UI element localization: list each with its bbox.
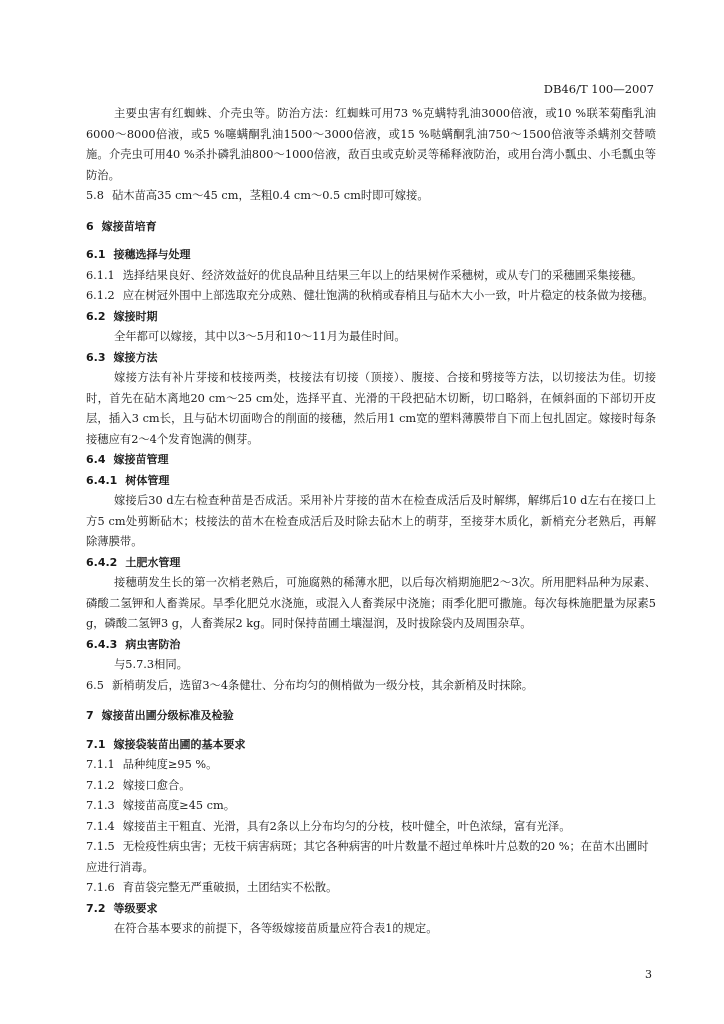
paragraph: 嫁接后30 d左右检查种苗是否成活。采用补片芽接的苗木在检查成活后及时解绑，解绑后10 d左右在接口上方5 cm处剪断砧木；枝接法的苗木在检查成活后及时除去砧木上的萌芽，至接芽木质化，新梢充分老熟后，再解除薄膜带。 [86,494,656,548]
clause-number: 7.1.3 [86,799,115,812]
clause-text: 应在树冠外围中上部选取充分成熟、健壮饱满的秋梢或春梢且与砧木大小一致，叶片稳定的枝条做为接穗。 [122,289,654,302]
subsection-heading [86,899,656,920]
clause-number: 6 [86,219,94,233]
clause-text: 砧木苗高35 cm～45 cm，茎粗0.4 cm～0.5 cm时即可嫁接。 [111,189,429,202]
subsection-heading [86,348,656,369]
clause-number: 7 [86,709,94,722]
clause-number: 6.3 [86,350,106,364]
page-number: 3 [645,968,652,981]
heading-text: 土肥水管理 [125,555,181,569]
clause-number: 5.8 [86,189,104,202]
clause-number: 6.4.2 [86,555,118,569]
clause-number: 6.5 [86,678,104,692]
subsection-heading [86,245,656,266]
section-heading [86,217,656,238]
clause-number: 6.1.1 [86,268,115,282]
paragraph: 嫁接方法有补片芽接和枝接两类，枝接法有切接（顶接）、腹接、合接和劈接等方法，以切接法为佳。切接时，首先在砧木离地20 cm～25 cm处，选择平直、光滑的干段把砧木切断，切口略斜，在倾斜面的下部切开皮层，插入3 cm长，且与砧木切面吻合的削面的接穗，然后用1 cm宽的塑料薄膜带自下而上包扎固定。嫁接时每条接穗应有2～4个发育饱满的侧芽。 [86,371,656,446]
clause-text: 嫁接口愈合。 [122,778,191,792]
clause-number: 6.1.2 [86,289,115,302]
clause [86,266,656,287]
heading-text: 病虫害防治 [125,637,181,651]
clause-text: 嫁接苗主干粗直、光滑，具有2条以上分布均匀的分枝，枝叶健全，叶色浓绿，富有光泽。 [122,819,571,833]
section-heading [86,706,656,727]
clause-number: 7.1 [86,737,106,751]
clause-number: 6.1 [86,248,106,261]
clause [86,817,656,838]
paragraph: 接穗萌发生长的第一次梢老熟后，可施腐熟的稀薄水肥，以后每次梢期施肥2～3次。所用肥料品种为尿素、磷酸二氢钾和人畜粪尿。旱季化肥兑水浇施，或混入人畜粪尿中浇施；雨季化肥可撒施。每次每株施肥量为尿素5 g，磷酸二氢钾3 g，人畜粪尿2 kg。同时保持苗圃土壤湿润，及时拔除袋内及周围杂草。 [86,576,656,630]
heading-text: 嫁接苗培育 [101,219,157,233]
document-code: DB46/T 100—2007 [543,82,654,96]
clause [86,776,656,797]
clause-number: 6.2 [86,309,106,323]
clause-text: 育苗袋完整无严重破损，土团结实不松散。 [122,881,338,894]
clause [86,186,656,207]
clause-text: 品种纯度≥95 %。 [122,758,218,771]
heading-text: 嫁接苗管理 [113,453,169,466]
clause [86,837,656,878]
subsection-heading [86,307,656,328]
heading-text: 嫁接苗出圃分级标准及检验 [101,709,234,722]
subsection-heading [86,735,656,756]
subsection-heading [86,450,656,471]
clause-text: 嫁接苗高度≥45 cm。 [122,799,236,812]
heading-text: 嫁接时期 [113,309,158,323]
clause-number: 6.4.1 [86,473,118,487]
clause-number: 7.1.4 [86,819,115,833]
heading-text: 树体管理 [125,473,170,487]
clause [86,796,656,817]
clause-number: 7.1.5 [86,840,115,853]
heading-text: 嫁接袋装苗出圃的基本要求 [113,737,246,751]
heading-text: 等级要求 [113,901,158,915]
clause-number: 6.4.3 [86,637,118,651]
clause-number: 7.1.2 [86,778,115,792]
subsection-heading [86,553,656,574]
paragraph: 与5.7.3相同。 [114,658,188,671]
paragraph: 在符合基本要求的前提下，各等级嫁接苗质量应符合表1的规定。 [114,922,438,935]
heading-text: 接穗选择与处理 [113,248,191,261]
clause-number: 7.2 [86,901,106,915]
clause-text: 无检疫性病虫害；无枝干病害病斑；其它各种病害的叶片数量不超过单株叶片总数的20 %；在苗木出圃时应进行消毒。 [86,840,649,874]
clause [86,286,656,307]
subsection-heading [86,471,656,492]
clause [86,878,656,899]
heading-text: 嫁接方法 [113,350,158,364]
subsection-heading [86,635,656,656]
paragraph: 主要虫害有红蜘蛛、介壳虫等。防治方法：红蜘蛛可用73 %克螨特乳油3000倍液，或10 %联苯菊酯乳油6000～8000倍液，或5 %噻螨酮乳油1500～3000倍液，或15 %哒螨酮乳油750～1500倍液等杀螨剂交替喷施。介壳虫可用40 %杀扑磷乳油800～1000倍液，敌百虫或克蚧灵等稀释液防治，或用台湾小瓢虫、小毛瓢虫等防治。 [86,107,656,182]
paragraph: 全年都可以嫁接，其中以3～5月和10～11月为最佳时间。 [114,330,406,343]
clause-number: 6.4 [86,453,106,466]
document-body [86,104,656,940]
clause-number: 7.1.1 [86,758,115,771]
clause-text: 选择结果良好、经济效益好的优良品种且结果三年以上的结果树作采穗树，或从专门的采穗圃采集接穗。 [122,268,643,282]
clause [86,755,656,776]
clause-text: 新梢萌发后，选留3～4条健壮、分布均匀的侧梢做为一级分枝，其余新梢及时抹除。 [111,678,534,692]
clause-number: 7.1.6 [86,881,115,894]
clause [86,676,656,697]
